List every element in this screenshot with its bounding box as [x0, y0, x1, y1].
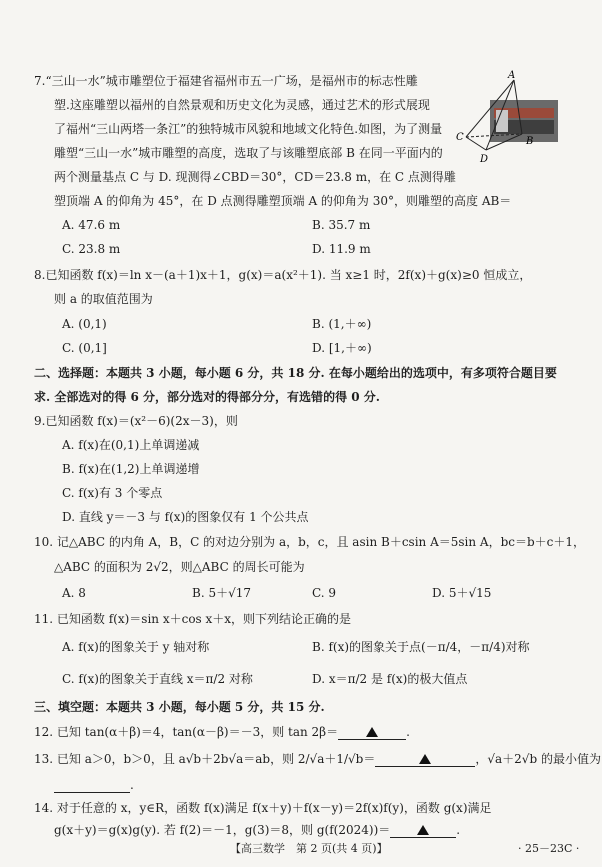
footer-code: · 25－23C ·: [518, 842, 580, 855]
q13-answer-blank-1[interactable]: [375, 752, 475, 767]
q10-option-a[interactable]: A. 8: [62, 586, 86, 600]
q13-stem: 13. 已知 a＞0，b＞0，且 a√b＋2b√a＝ab，则 2/√a＋1/√b＝: [34, 752, 376, 766]
q11-option-b[interactable]: B. f(x)的图象关于点(－π/4，－π/4)对称: [312, 640, 530, 654]
q7-option-c[interactable]: C. 23.8 m: [62, 242, 121, 256]
footer-page-info: 【高三数学 第 2 页(共 4 页)】: [230, 842, 388, 855]
q10-line-1: 10. 记△ABC 的内角 A，B，C 的对边分别为 a，b，c，且 asin B＋csin A＝5sin A，bc＝b＋c＋1，: [34, 535, 586, 549]
q7-line-4: 雕塑“三山一水”城市雕塑的高度，选取了与该雕塑底部 B 在同一平面内的: [54, 146, 443, 160]
q11-stem: 11. 已知函数 f(x)＝sin x＋cos x＋x，则下列结论正确的是: [34, 612, 352, 626]
q8-option-b[interactable]: B. (1,＋∞): [312, 317, 372, 331]
q7-line-3: 了福州“三山两塔一条江”的独特城市风貌和地域文化特色.如图，为了测量: [54, 122, 443, 136]
q9-stem: 9.已知函数 f(x)＝(x²－6)(2x－3)，则: [34, 414, 238, 428]
q10-line-2: △ABC 的面积为 2√2，则△ABC 的周长可能为: [54, 560, 305, 574]
q14-line-2: g(x＋y)＝g(x)g(y). 若 f(2)＝－1，g(3)＝8，则 g(f(2024))＝ .: [54, 823, 461, 837]
section-2-heading-cont: 求. 全部选对的得 6 分，部分选对的得部分分，有选错的得 0 分.: [34, 390, 380, 404]
q7-option-b[interactable]: B. 35.7 m: [312, 218, 371, 232]
q7-line-5: 两个测量基点 C 与 D. 现测得∠CBD＝30°，CD＝23.8 m，在 C 点测得雕: [54, 170, 456, 184]
label-b: B: [526, 136, 534, 147]
q13-line-1: [34, 752, 601, 767]
q9-option-a[interactable]: A. f(x)在(0,1)上单调递减: [62, 438, 200, 452]
section-2-heading: 二、选择题：本题共 3 小题，每小题 6 分，共 18 分. 在每小题给出的选项中，有多项符合题目要: [34, 366, 557, 380]
q7-line-6: 塑顶端 A 的仰角为 45°，在 D 点测得雕塑顶端 A 的仰角为 30°，则雕塑的高度 AB＝: [54, 194, 512, 208]
q7-line-2: 塑.这座雕塑以福州的自然景观和历史文化为灵感，通过艺术的形式展现: [54, 98, 430, 112]
section-3-heading: 三、填空题：本题共 3 小题，每小题 5 分，共 15 分.: [34, 700, 325, 714]
q7-line-1: 7.“三山一水”城市雕塑位于福建省福州市五一广场，是福州市的标志性雕: [34, 74, 418, 88]
q11-option-a[interactable]: A. f(x)的图象关于 y 轴对称: [62, 640, 210, 654]
label-d: D: [480, 154, 489, 165]
q7-option-d[interactable]: D. 11.9 m: [312, 242, 371, 256]
q14-line-1: 14. 对于任意的 x，y∈R，函数 f(x)满足 f(x＋y)＋f(x－y)＝2f(x)f(y)，函数 g(x)满足: [34, 801, 492, 815]
label-a: A: [508, 70, 516, 81]
q13-stem-cont: ，√a＋2√b 的最小值为: [475, 752, 601, 766]
q12-answer-blank[interactable]: [338, 725, 406, 740]
q13-line-end: .: [130, 778, 134, 792]
sculpture-figure: [452, 70, 592, 170]
q13-line-2: [54, 778, 134, 793]
q14-answer-blank[interactable]: [390, 823, 456, 838]
q14-stem: g(x＋y)＝g(x)g(y). 若 f(2)＝－1，g(3)＝8，则 g(f(2024))＝: [54, 823, 391, 837]
q10-option-d[interactable]: D. 5＋√15: [432, 586, 492, 600]
q13-answer-blank-2[interactable]: [54, 778, 130, 793]
q12-text: 12. 已知 tan(α＋β)＝4，tan(α－β)＝－3，则 tan 2β＝ .: [34, 725, 410, 739]
q8-option-d[interactable]: D. [1,＋∞): [312, 341, 372, 355]
q10-option-b[interactable]: B. 5＋√17: [192, 586, 251, 600]
blank-marker-icon: [417, 825, 429, 835]
q9-option-b[interactable]: B. f(x)在(1,2)上单调递增: [62, 462, 200, 476]
q8-option-c[interactable]: C. (0,1]: [62, 341, 107, 355]
blank-marker-icon: [366, 727, 378, 737]
q10-option-c[interactable]: C. 9: [312, 586, 337, 600]
q9-option-d[interactable]: D. 直线 y＝－3 与 f(x)的图象仅有 1 个公共点: [62, 510, 309, 524]
q8-line-1: 8.已知函数 f(x)＝ln x－(a＋1)x＋1，g(x)＝a(x²＋1). 当 x≥1 时，2f(x)＋g(x)≥0 恒成立，: [34, 268, 532, 282]
q12-stem: 12. 已知 tan(α＋β)＝4，tan(α－β)＝－3，则 tan 2β＝: [34, 725, 339, 739]
q8-line-2: 则 a 的取值范围为: [54, 292, 153, 306]
label-c: C: [456, 132, 464, 143]
q11-option-d[interactable]: D. x＝π/2 是 f(x)的极大值点: [312, 672, 468, 686]
q11-option-c[interactable]: C. f(x)的图象关于直线 x＝π/2 对称: [62, 672, 253, 686]
blank-marker-icon: [419, 754, 431, 764]
q7-option-a[interactable]: A. 47.6 m: [62, 218, 121, 232]
q9-option-c[interactable]: C. f(x)有 3 个零点: [62, 486, 163, 500]
q8-option-a[interactable]: A. (0,1): [62, 317, 107, 331]
